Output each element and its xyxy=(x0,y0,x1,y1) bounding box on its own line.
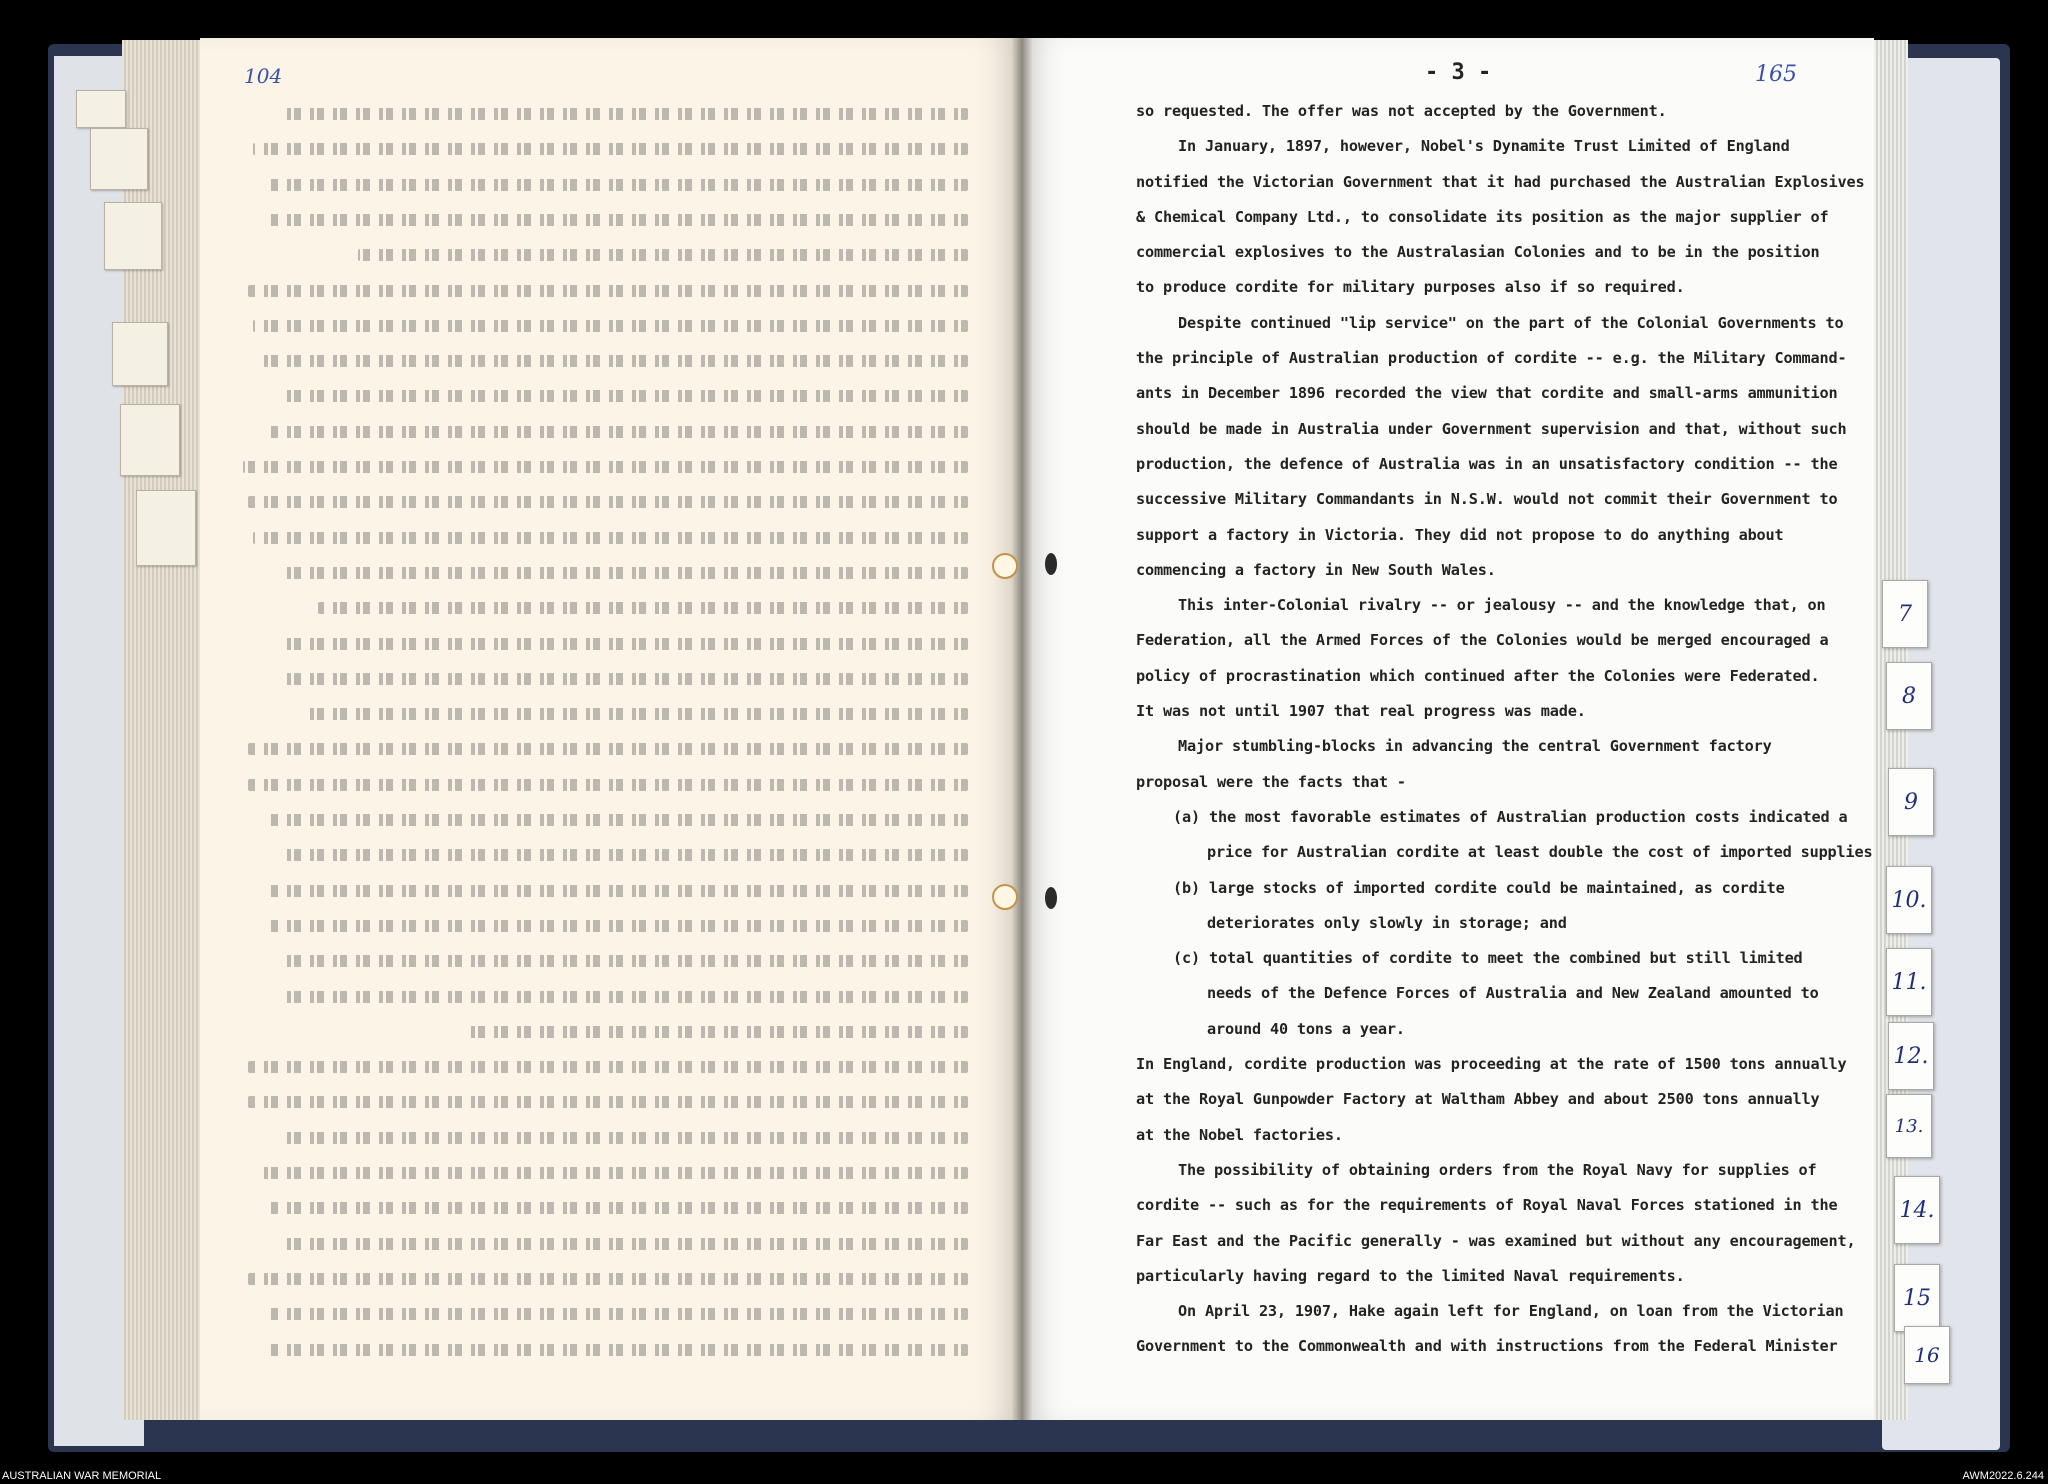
text-line: should be made in Australia under Government supervision and that, without such xyxy=(1136,419,1847,438)
page-gutter xyxy=(1012,38,1032,1420)
text-line: price for Australian cordite at least double the cost of imported supplies xyxy=(1207,843,1873,862)
text-line: at the Nobel factories. xyxy=(1136,1125,1343,1144)
text-line: The possibility of obtaining orders from the Royal Navy for supplies of xyxy=(1178,1160,1817,1179)
text-line: Federation, all the Armed Forces of the Colonies would be merged encouraged a xyxy=(1136,631,1829,650)
ghost-line xyxy=(358,249,968,261)
text-line: In January, 1897, however, Nobel's Dynamite Trust Limited of England xyxy=(1178,137,1790,156)
ghost-line xyxy=(258,1167,968,1179)
ring-hole-shadow xyxy=(1045,553,1057,575)
handwritten-folio: 165 xyxy=(1755,62,1797,87)
ghost-line xyxy=(278,991,968,1003)
ghost-line xyxy=(268,1308,968,1320)
ring-hole-shadow xyxy=(1045,887,1057,909)
text-line: at the Royal Gunpowder Factory at Waltham Abbey and about 2500 tons annually xyxy=(1136,1090,1820,1109)
text-line: support a factory in Victoria. They did not propose to do anything about xyxy=(1136,525,1784,544)
footer-left: AUSTRALIAN WAR MEMORIAL xyxy=(2,1470,162,1482)
text-line: cordite -- such as for the requirements of Royal Naval Forces stationed in the xyxy=(1136,1196,1838,1215)
text-line: production, the defence of Australia was in an unsatisfactory condition -- the xyxy=(1136,454,1838,473)
text-line: (a) the most favorable estimates of Australian production costs indicated a xyxy=(1173,807,1848,826)
text-line: notified the Victorian Government that it had purchased the Australian Explosives xyxy=(1136,172,1865,191)
text-line: Far East and the Pacific generally - was examined but without any encouragement, xyxy=(1136,1231,1856,1250)
text-line: proposal were the facts that - xyxy=(1136,772,1406,791)
bleed-through-text xyxy=(200,38,1018,1420)
ghost-line xyxy=(253,320,968,332)
index-tab[interactable]: 11. xyxy=(1886,948,1932,1016)
left-tab[interactable] xyxy=(90,128,148,190)
index-tab[interactable]: 8 xyxy=(1886,662,1932,730)
ghost-line xyxy=(278,390,968,402)
ghost-line xyxy=(278,1132,968,1144)
ghost-line xyxy=(318,602,968,614)
ghost-line xyxy=(248,1061,968,1073)
text-line: so requested. The offer was not accepted by the Government. xyxy=(1136,102,1667,120)
ghost-line xyxy=(278,1238,968,1250)
ring-hole xyxy=(992,884,1018,910)
text-line: On April 23, 1907, Hake again left for England, on loan from the Victorian xyxy=(1178,1302,1844,1321)
text-line: ants in December 1896 recorded the view that cordite and small-arms ammunition xyxy=(1136,384,1838,403)
footer-right: AWM2022.6.244 xyxy=(1962,1470,2044,1482)
text-line: This inter-Colonial rivalry -- or jealousy -- and the knowledge that, on xyxy=(1178,596,1826,615)
index-tab[interactable]: 14. xyxy=(1894,1176,1940,1244)
ghost-line xyxy=(308,708,968,720)
text-line: Despite continued "lip service" on the part of the Colonial Governments to xyxy=(1178,313,1844,332)
text-line: needs of the Defence Forces of Australia and New Zealand amounted to xyxy=(1207,984,1819,1003)
ghost-line xyxy=(268,179,968,191)
typed-text-body xyxy=(1136,94,1873,1384)
text-line: deteriorates only slowly in storage; and xyxy=(1207,913,1567,932)
index-tab[interactable]: 15 xyxy=(1894,1264,1940,1332)
ghost-line xyxy=(248,285,968,297)
ghost-line xyxy=(278,638,968,650)
ghost-line xyxy=(278,955,968,967)
left-tab[interactable] xyxy=(112,322,168,386)
ghost-line xyxy=(253,143,968,155)
ring-hole xyxy=(992,553,1018,579)
ghost-line xyxy=(278,108,968,120)
text-line: (b) large stocks of imported cordite could be maintained, as cordite xyxy=(1173,878,1785,897)
text-line: Government to the Commonwealth and with instructions from the Federal Minister xyxy=(1136,1337,1838,1356)
ghost-line xyxy=(468,1026,968,1038)
ghost-line xyxy=(268,1344,968,1356)
left-page xyxy=(200,38,1018,1420)
index-tab[interactable]: 9 xyxy=(1888,768,1934,836)
text-line: commencing a factory in New South Wales. xyxy=(1136,560,1496,579)
ghost-line xyxy=(268,1202,968,1214)
ghost-line xyxy=(268,920,968,932)
ghost-line xyxy=(253,532,968,544)
ghost-line xyxy=(248,779,968,791)
text-line: to produce cordite for military purposes also if so required. xyxy=(1136,278,1685,297)
index-tab[interactable]: 16 xyxy=(1904,1326,1950,1384)
text-line: successive Military Commandants in N.S.W. would not commit their Government to xyxy=(1136,490,1838,509)
ghost-line xyxy=(248,496,968,508)
left-page-mark: 104 xyxy=(244,64,283,88)
text-line: (c) total quantities of cordite to meet the combined but still limited xyxy=(1173,949,1803,968)
ghost-line xyxy=(278,849,968,861)
ghost-line xyxy=(268,885,968,897)
left-tab[interactable] xyxy=(76,90,126,128)
ghost-line xyxy=(243,461,968,473)
text-line: It was not until 1907 that real progress was made. xyxy=(1136,702,1586,721)
index-tab[interactable]: 12. xyxy=(1888,1022,1934,1090)
text-line: the principle of Australian production of cordite -- e.g. the Military Command- xyxy=(1136,349,1847,368)
ghost-line xyxy=(278,673,968,685)
text-line: commercial explosives to the Australasian Colonies and to be in the position xyxy=(1136,243,1820,262)
ghost-line xyxy=(248,1273,968,1285)
left-tab[interactable] xyxy=(104,202,162,270)
text-line: & Chemical Company Ltd., to consolidate its position as the major supplier of xyxy=(1136,207,1829,226)
index-tab[interactable]: 7 xyxy=(1882,580,1928,648)
text-line: Major stumbling-blocks in advancing the central Government factory xyxy=(1178,737,1772,756)
ghost-line xyxy=(268,214,968,226)
left-tab[interactable] xyxy=(120,404,180,476)
ghost-line xyxy=(278,567,968,579)
index-tab[interactable]: 13. xyxy=(1886,1094,1932,1158)
ghost-line xyxy=(258,355,968,367)
text-line: In England, cordite production was proceeding at the rate of 1500 tons annually xyxy=(1136,1055,1847,1074)
ghost-line xyxy=(248,1096,968,1108)
left-tab[interactable] xyxy=(136,490,196,566)
text-line: around 40 tons a year. xyxy=(1207,1019,1405,1038)
ghost-line xyxy=(248,743,968,755)
ghost-line xyxy=(268,426,968,438)
index-tab[interactable]: 10. xyxy=(1886,866,1932,934)
ghost-line xyxy=(268,814,968,826)
text-line: particularly having regard to the limited Naval requirements. xyxy=(1136,1266,1685,1285)
text-line: policy of procrastination which continued after the Colonies were Federated. xyxy=(1136,666,1820,685)
page-number: - 3 - xyxy=(1425,60,1492,85)
